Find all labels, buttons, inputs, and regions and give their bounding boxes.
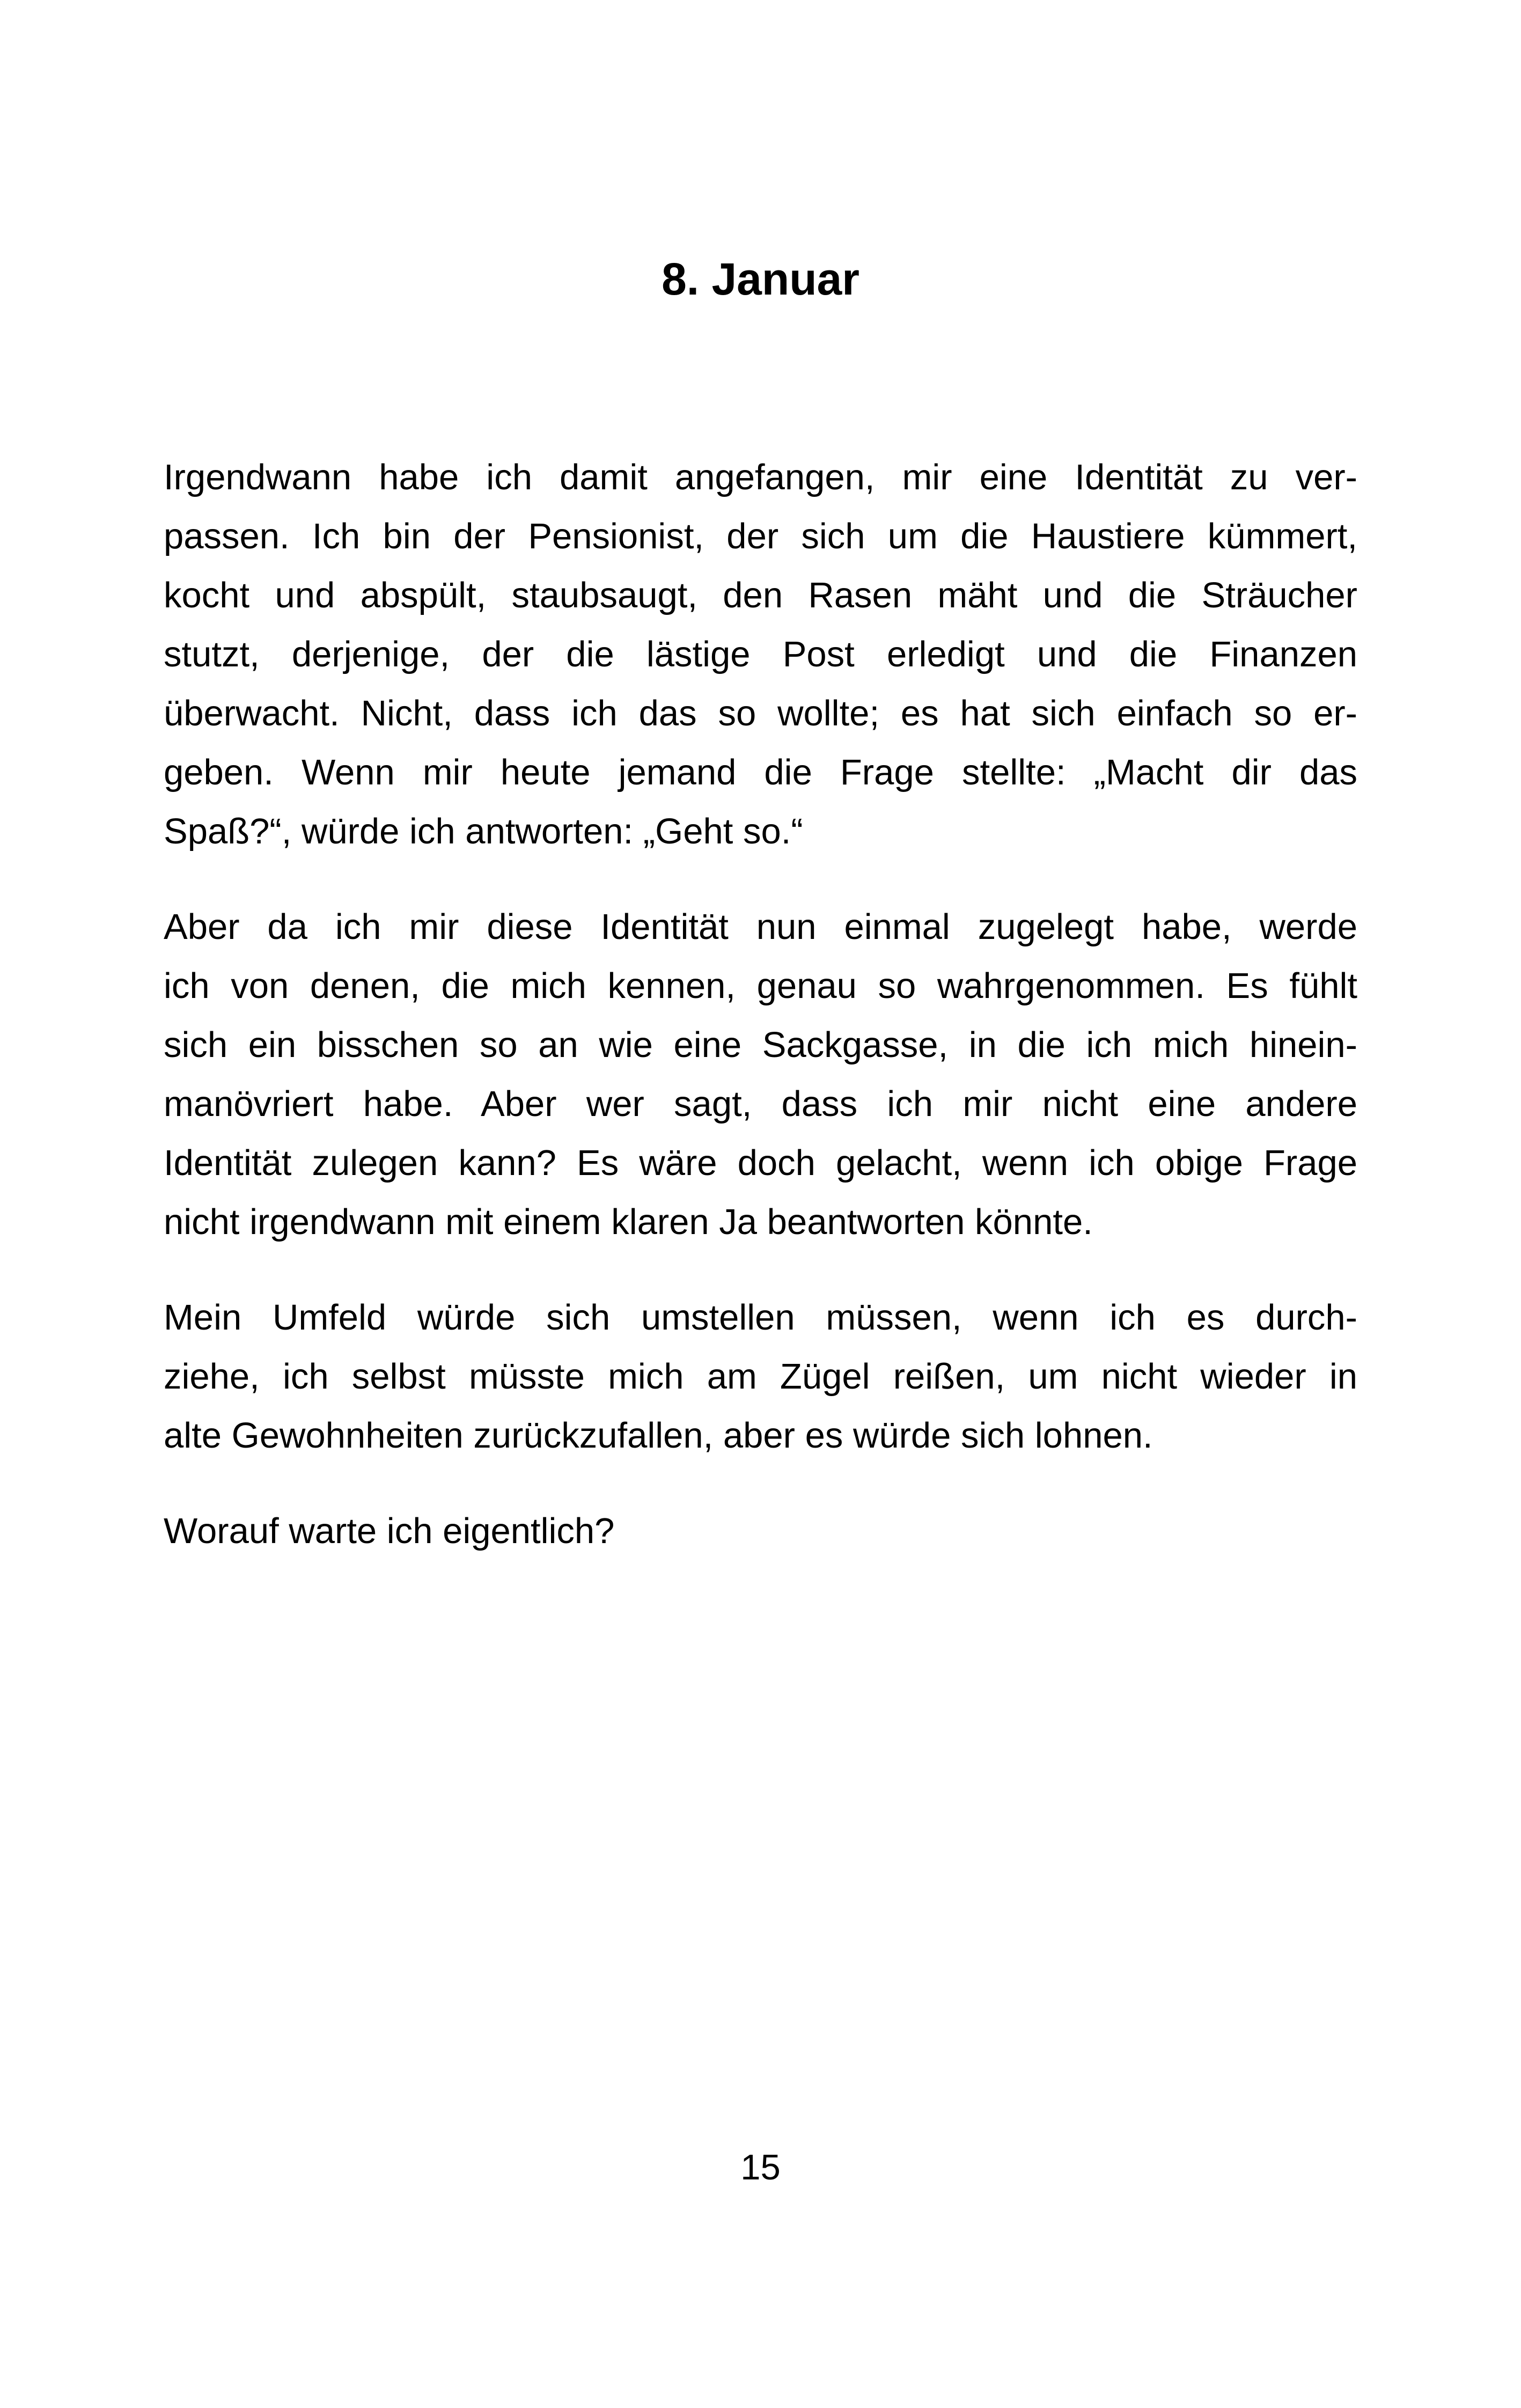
text-line: sich ein bisschen so an wie eine Sackgasse, in die ich mich hinein- <box>164 1025 1357 1065</box>
text-line: passen. Ich bin der Pensionist, der sich um die Haustiere kümmert, <box>164 516 1357 556</box>
paragraph <box>164 1502 1357 1561</box>
text-line: stutzt, derjenige, der die lästige Post erledigt und die Finanzen <box>164 634 1357 674</box>
text-line: Worauf warte ich eigentlich? <box>164 1511 615 1551</box>
paragraph <box>164 448 1357 861</box>
text-block <box>164 448 1357 1597</box>
text-line: Identität zulegen kann? Es wäre doch gelacht, wenn ich obige Frage <box>164 1143 1357 1183</box>
paragraph <box>164 1288 1357 1465</box>
text-line: Spaß?“, würde ich antworten: „Geht so.“ <box>164 811 803 851</box>
text-line: ziehe, ich selbst müsste mich am Zügel reißen, um nicht wieder in <box>164 1356 1357 1397</box>
text-line: Irgendwann habe ich damit angefangen, mir eine Identität zu ver- <box>164 457 1357 497</box>
text-line: manövriert habe. Aber wer sagt, dass ich mir nicht eine andere <box>164 1084 1357 1124</box>
text-line: ich von denen, die mich kennen, genau so wahrgenommen. Es fühlt <box>164 966 1357 1006</box>
text-line: überwacht. Nicht, dass ich das so wollte; es hat sich einfach so er- <box>164 693 1357 733</box>
paragraph <box>164 898 1357 1252</box>
text-line: nicht irgendwann mit einem klaren Ja beantworten könnte. <box>164 1202 1093 1242</box>
text-line: kocht und abspült, staubsaugt, den Rasen mäht und die Sträucher <box>164 575 1357 615</box>
page-number: 15 <box>740 2147 781 2187</box>
chapter-heading: 8. Januar <box>662 254 859 304</box>
text-line: Mein Umfeld würde sich umstellen müssen, wenn ich es durch- <box>164 1297 1357 1338</box>
text-line: Aber da ich mir diese Identität nun einmal zugelegt habe, werde <box>164 907 1357 947</box>
text-line: alte Gewohnheiten zurückzufallen, aber es würde sich lohnen. <box>164 1415 1153 1456</box>
text-line: geben. Wenn mir heute jemand die Frage stellte: „Macht dir das <box>164 752 1357 792</box>
